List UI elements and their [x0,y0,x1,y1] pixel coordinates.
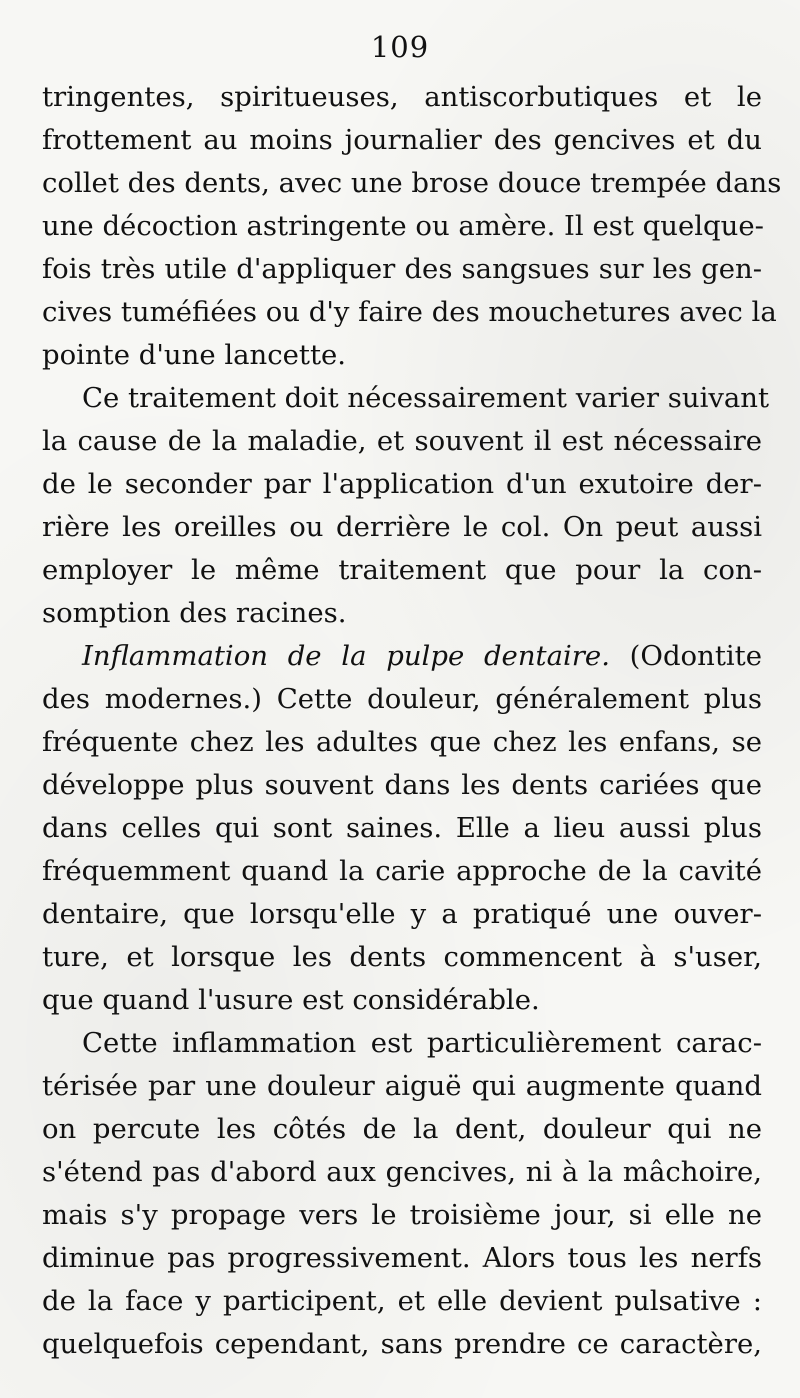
text-line: fréquemment quand la carie approche de la cavité [42,855,762,887]
section-heading: Inflammation de la pulpe dentaire. [82,640,610,672]
text-line: employer le même traitement que pour la con- [42,554,762,586]
text-line: de le seconder par l'application d'un exutoire der- [42,468,762,500]
text-line: pointe d'une lancette. [42,339,347,371]
text-line: Ce traitement doit nécessairement varier suivant [82,382,770,414]
text-line: rière les oreilles ou derrière le col. On peut aussi [42,511,762,543]
text-line: que quand l'usure est considérable. [42,984,540,1016]
body-text [42,76,782,1366]
text-line: dentaire, que lorsqu'elle y a pratiqué une ouver- [42,898,762,930]
text-line: s'étend pas d'abord aux gencives, ni à la mâchoire, [42,1156,762,1188]
text-line: diminue pas progressivement. Alors tous les nerfs [42,1242,762,1274]
text-line: fois très utile d'appliquer des sangsues sur les gen- [42,253,762,285]
text-line: une décoction astringente ou amère. Il est quelque- [42,210,764,242]
text-line: la cause de la maladie, et souvent il est nécessaire [42,425,762,457]
text-line: collet des dents, avec une brose douce trempée dans [42,167,782,199]
text-line: Cette inflammation est particulièrement carac- [82,1027,762,1059]
text-line: térisée par une douleur aiguë qui augmente quand [42,1070,762,1102]
text-line: ture, et lorsque les dents commencent à s'user, [42,941,762,973]
heading-line [42,635,762,678]
text-line: frottement au moins journalier des gencives et du [42,124,762,156]
text-line: dans celles qui sont saines. Elle a lieu aussi plus [42,812,762,844]
text-line: quelquefois cependant, sans prendre ce caractère, [42,1328,762,1360]
text-line: des modernes.) Cette douleur, généralement plus [42,683,762,715]
text-line: fréquente chez les adultes que chez les enfans, se [42,726,762,758]
text-line: tringentes, spiritueuses, antiscorbutiques et le [42,81,762,113]
text-line: mais s'y propage vers le troisième jour, si elle ne [42,1199,762,1231]
text-line: développe plus souvent dans les dents cariées que [42,769,762,801]
text-line: somption des racines. [42,597,347,629]
page-number: 109 [370,30,430,64]
text-line: de la face y participent, et elle devient pulsative : [42,1285,762,1317]
text-line: on percute les côtés de la dent, douleur qui ne [42,1113,762,1145]
heading-parenthetical: (Odontite [609,640,762,672]
text-line: cives tuméfiées ou d'y faire des mouchetures avec la [42,296,777,328]
